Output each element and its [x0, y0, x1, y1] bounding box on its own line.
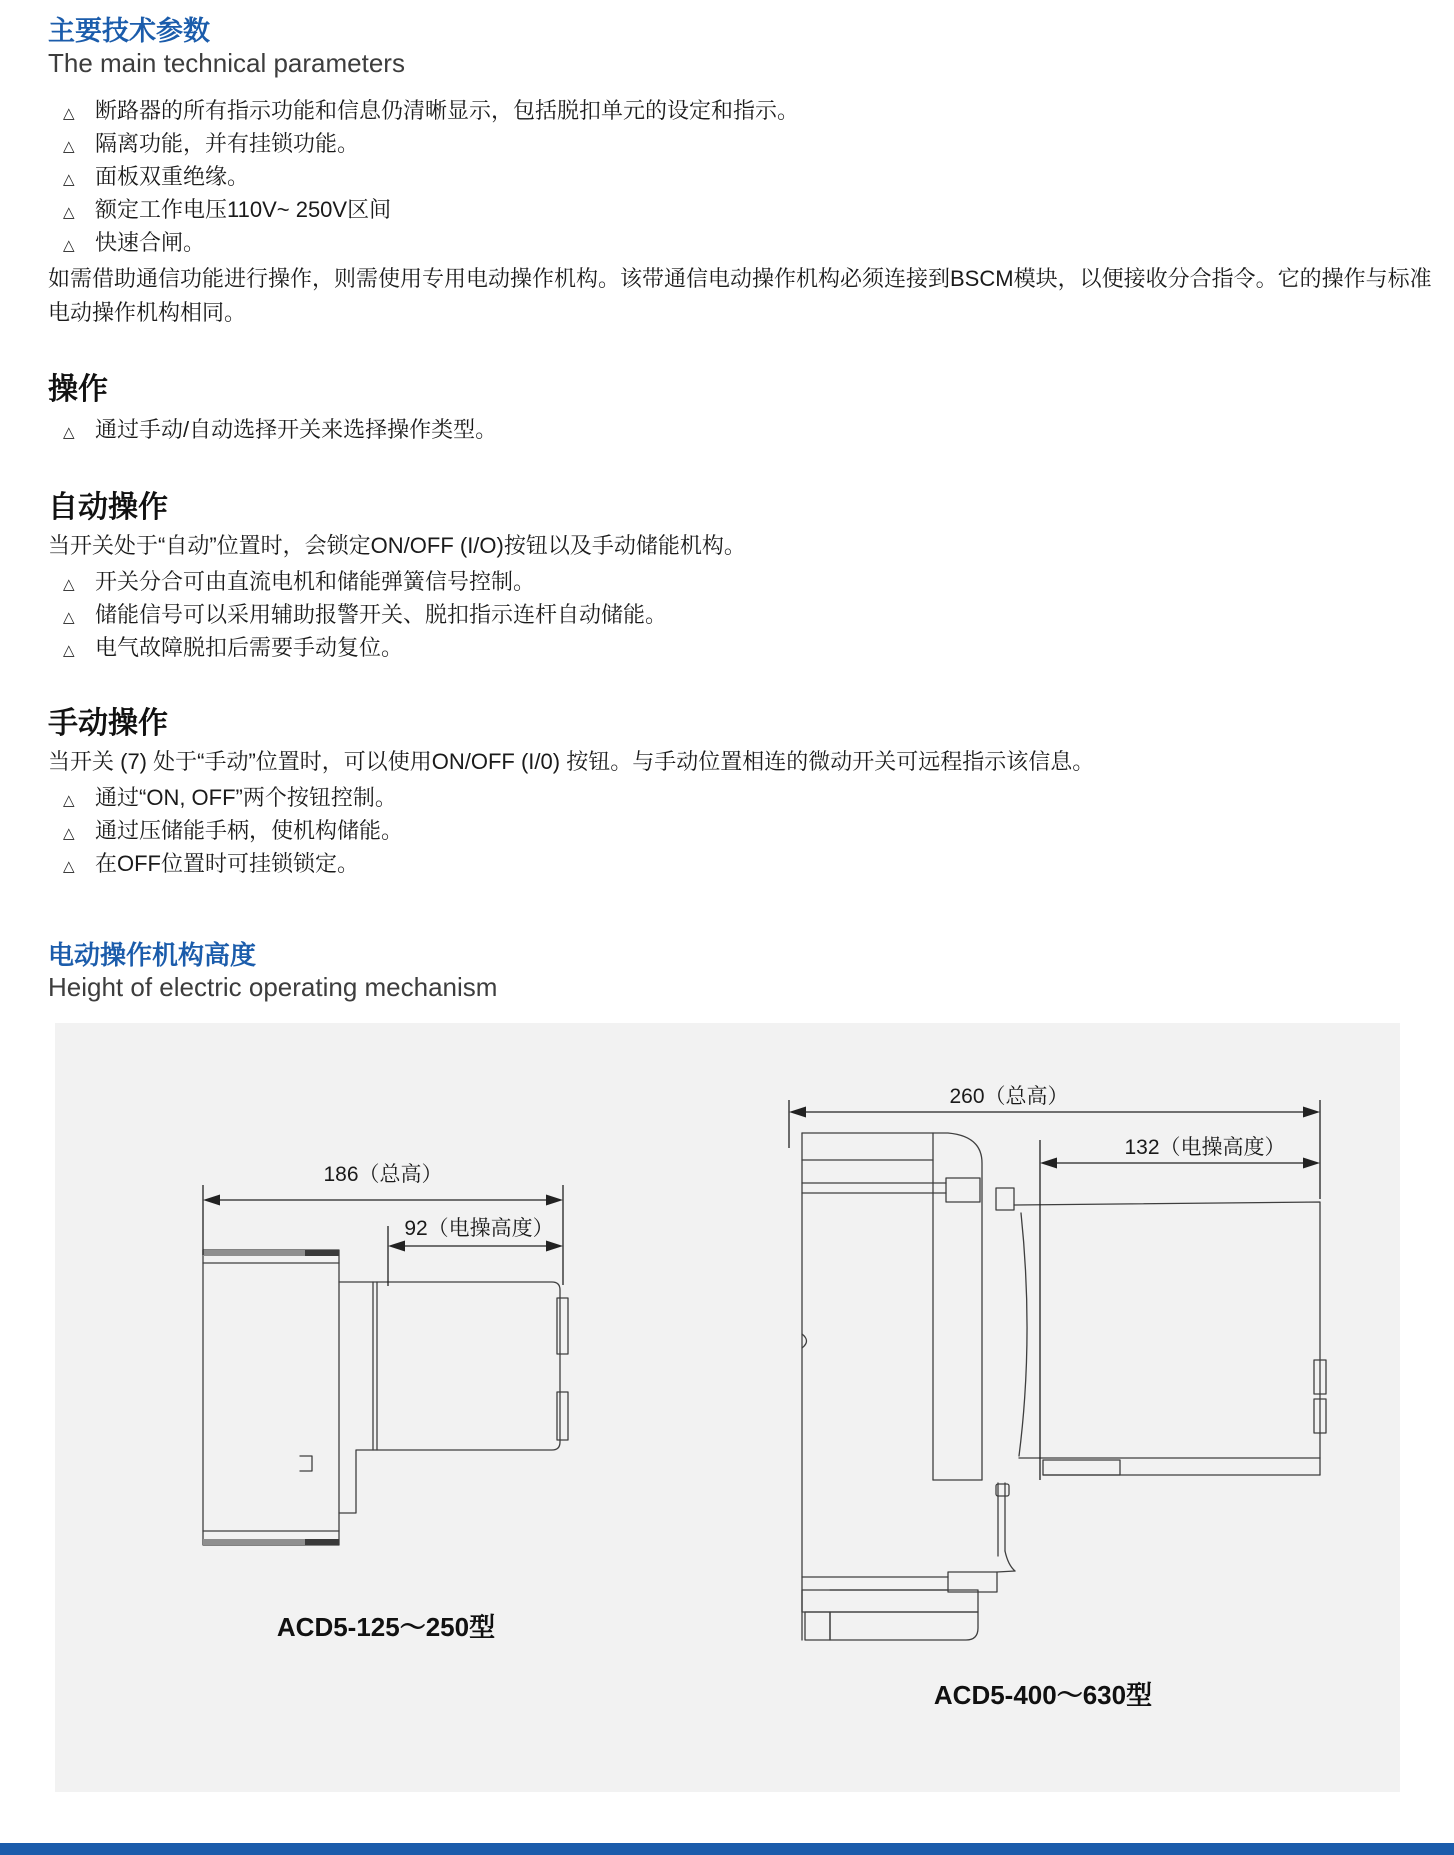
- model-label: ACD5-125～250型: [276, 1612, 496, 1642]
- section-heading: 手动操作: [48, 707, 168, 740]
- bullet-text: 开关分合可由直流电机和储能弹簧信号控制。: [95, 569, 536, 594]
- mech-height-label: 132（电操高度）: [1124, 1136, 1286, 1159]
- section-heading: 自动操作: [48, 491, 168, 524]
- triangle-bullet-icon: △: [63, 609, 75, 626]
- section-manual-operation: [48, 708, 1432, 880]
- figure-acd5-125-250-shading: [203, 1250, 339, 1545]
- list-item: [48, 413, 1432, 446]
- list-item: [48, 127, 1432, 160]
- diagram-section-title-english: Height of electric operating mechanism: [48, 972, 498, 1002]
- figure-acd5-400-630: [802, 1133, 1326, 1640]
- intro-bullet-list: [48, 94, 1432, 259]
- bullet-text: 通过“ON, OFF”两个按钮控制。: [95, 785, 397, 810]
- section-bullet-list: [48, 413, 1432, 446]
- list-item: [48, 565, 1432, 598]
- triangle-bullet-icon: △: [63, 171, 75, 188]
- diagram-panel: [55, 1023, 1400, 1792]
- page-title-english: The main technical parameters: [48, 48, 405, 78]
- section-lead: 当开关 (7) 处于“手动”位置时，可以使用ON/OFF (I/0) 按钮。与手动位置相连的微动开关可远程指示该信息。: [48, 749, 1095, 774]
- triangle-bullet-icon: △: [63, 105, 75, 122]
- list-item: [48, 193, 1432, 226]
- section-heading: 操作: [48, 373, 108, 406]
- overall-height-label: 186（总高）: [323, 1163, 443, 1186]
- bullet-text: 通过压储能手柄，使机构储能。: [95, 818, 404, 843]
- bullet-text: 面板双重绝缘。: [95, 164, 250, 189]
- diagram-section-title: 电动操作机构高度: [48, 940, 257, 970]
- section-lead: 当开关处于“自动”位置时，会锁定ON/OFF (I/O)按钮以及手动储能机构。: [48, 533, 746, 558]
- bullet-text: 在OFF位置时可挂锁锁定。: [95, 851, 359, 876]
- list-item: [48, 814, 1432, 847]
- model-label: ACD5-400～630型: [933, 1680, 1153, 1710]
- triangle-bullet-icon: △: [63, 825, 75, 842]
- overall-height-label: 260（总高）: [949, 1085, 1069, 1108]
- intro-paragraph: 如需借助通信功能进行操作，则需使用专用电动操作机构。该带通信电动操作机构必须连接到BSCM模块，以便接收分合指令。它的操作与标准电动操作机构相同。: [48, 266, 1432, 325]
- bullet-text: 断路器的所有指示功能和信息仍清晰显示，包括脱扣单元的设定和指示。: [95, 98, 800, 123]
- page-content: [48, 16, 1432, 1792]
- triangle-bullet-icon: △: [63, 576, 75, 593]
- triangle-bullet-icon: △: [63, 642, 75, 659]
- bullet-text: 隔离功能，并有挂锁功能。: [95, 131, 360, 156]
- triangle-bullet-icon: △: [63, 204, 75, 221]
- list-item: [48, 598, 1432, 631]
- bullet-text: 通过手动/自动选择开关来选择操作类型。: [95, 417, 498, 442]
- figure-acd5-125-250: [203, 1250, 568, 1545]
- section-auto-operation: [48, 492, 1432, 664]
- triangle-bullet-icon: △: [63, 424, 75, 441]
- list-item: [48, 781, 1432, 814]
- list-item: [48, 226, 1432, 259]
- list-item: [48, 631, 1432, 664]
- page-footer-bar: [0, 1843, 1454, 1855]
- bullet-text: 快速合闸。: [95, 230, 206, 255]
- page-title: 主要技术参数: [48, 16, 210, 46]
- section-operation: [48, 374, 1432, 446]
- triangle-bullet-icon: △: [63, 792, 75, 809]
- list-item: [48, 847, 1432, 880]
- list-item: [48, 160, 1432, 193]
- list-item: [48, 94, 1432, 127]
- bullet-text: 储能信号可以采用辅助报警开关、脱扣指示连杆自动储能。: [95, 602, 668, 627]
- triangle-bullet-icon: △: [63, 237, 75, 254]
- bullet-text: 电气故障脱扣后需要手动复位。: [95, 635, 404, 660]
- triangle-bullet-icon: △: [63, 858, 75, 875]
- section-bullet-list: [48, 565, 1432, 664]
- section-bullet-list: [48, 781, 1432, 880]
- dimension-drawings: [55, 1023, 1400, 1792]
- mech-height-label: 92（电操高度）: [404, 1217, 554, 1240]
- bullet-text: 额定工作电压110V~ 250V区间: [95, 197, 392, 222]
- triangle-bullet-icon: △: [63, 138, 75, 155]
